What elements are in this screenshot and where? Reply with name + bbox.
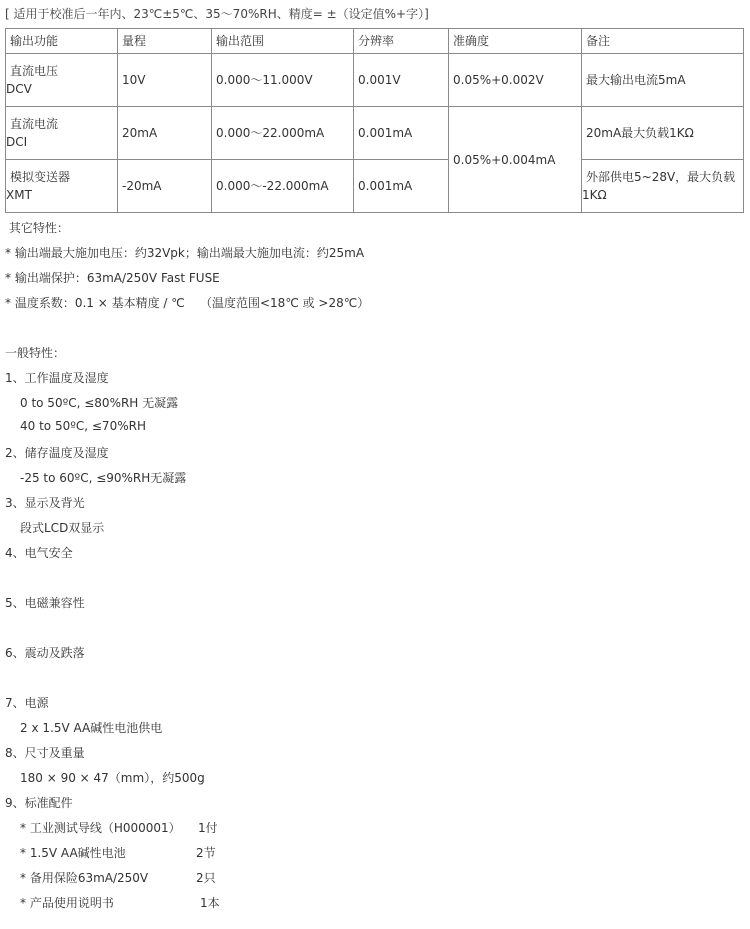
table-row — [6, 54, 744, 107]
spec-line: 2 x 1.5V AA碱性电池供电 — [20, 721, 163, 735]
accessory-qty: 1付 — [198, 821, 218, 835]
function-name: 模拟变送器 — [10, 170, 71, 184]
note-line: 外部供电5~28V，最大负载 — [586, 170, 736, 184]
table-header-row — [6, 29, 744, 54]
accessory-name: * 备用保险63mA/250V — [20, 871, 149, 885]
general-features-title: 一般特性： — [5, 346, 66, 360]
function-cell — [6, 54, 118, 107]
spec-line: -25 to 60ºC, ≤90%RH无凝露 — [20, 471, 187, 485]
spec-line: 0 to 50ºC, ≤80%RH 无凝露 — [20, 396, 179, 410]
range-cell: 10V — [118, 54, 212, 107]
note-cell — [582, 160, 744, 213]
feature-item: * 输出端保护：63mA/250V Fast FUSE — [5, 271, 220, 285]
resolution-cell: 0.001V — [354, 54, 449, 107]
accessory-name: * 1.5V AA碱性电池 — [20, 846, 126, 860]
feature-item: * 输出端最大施加电压：约32Vpk；输出端最大施加电流：约25mA — [5, 246, 365, 260]
accessory-name: * 产品使用说明书 — [20, 896, 114, 910]
function-name: 直流电压 — [10, 64, 59, 78]
accessory-qty: 2节 — [196, 846, 216, 860]
function-cell — [6, 160, 118, 213]
resolution-cell: 0.001mA — [354, 160, 449, 213]
note-cell: 20mA最大负载1KΩ — [582, 107, 744, 160]
column-header: 输出功能 — [6, 29, 118, 54]
spec-table — [5, 28, 744, 213]
output-range-cell: 0.000～22.000mA — [212, 107, 354, 160]
spec-conditions-header: [ 适用于校准后一年内、23℃±5℃、35～70%RH、精度= ±（设定值%+字）] — [5, 7, 429, 21]
section-heading: 4、电气安全 — [5, 546, 73, 560]
column-header: 输出范围 — [212, 29, 354, 54]
output-range-cell: 0.000～11.000V — [212, 54, 354, 107]
section-heading: 8、尺寸及重量 — [5, 746, 85, 760]
section-heading: 3、显示及背光 — [5, 496, 85, 510]
accuracy-cell: 0.05%+0.004mA — [449, 107, 582, 213]
accuracy-cell: 0.05%+0.002V — [449, 54, 582, 107]
column-header: 准确度 — [449, 29, 582, 54]
function-code: DCV — [6, 82, 32, 96]
section-heading: 6、震动及跌落 — [5, 646, 85, 660]
range-cell: -20mA — [118, 160, 212, 213]
section-heading: 7、电源 — [5, 696, 49, 710]
function-cell — [6, 107, 118, 160]
other-features-title: 其它特性： — [5, 221, 69, 235]
section-heading: 9、标准配件 — [5, 796, 73, 810]
accessory-name: * 工业测试导线（H000001） — [20, 821, 181, 835]
function-code: DCI — [6, 135, 28, 149]
column-header: 量程 — [118, 29, 212, 54]
column-header: 分辨率 — [354, 29, 449, 54]
accessory-qty: 2只 — [196, 871, 216, 885]
table-row — [6, 107, 744, 160]
accessory-qty: 1本 — [200, 896, 220, 910]
feature-item: * 温度系数：0.1 × 基本精度 / ℃ （温度范围<18℃ 或 >28℃） — [5, 296, 370, 310]
spec-line: 180 × 90 × 47（mm），约500g — [20, 771, 205, 785]
function-name: 直流电流 — [10, 117, 59, 131]
note-cell: 最大输出电流5mA — [582, 54, 744, 107]
section-heading: 1、工作温度及湿度 — [5, 371, 109, 385]
table-row — [6, 160, 744, 213]
section-heading: 5、电磁兼容性 — [5, 596, 85, 610]
spec-line: 段式LCD双显示 — [20, 521, 105, 535]
spec-line: 40 to 50ºC, ≤70%RH — [20, 419, 146, 433]
output-range-cell: 0.000～-22.000mA — [212, 160, 354, 213]
resolution-cell: 0.001mA — [354, 107, 449, 160]
note-line: 1KΩ — [582, 188, 607, 202]
range-cell: 20mA — [118, 107, 212, 160]
section-heading: 2、储存温度及湿度 — [5, 446, 109, 460]
function-code: XMT — [6, 188, 32, 202]
column-header: 备注 — [582, 29, 744, 54]
